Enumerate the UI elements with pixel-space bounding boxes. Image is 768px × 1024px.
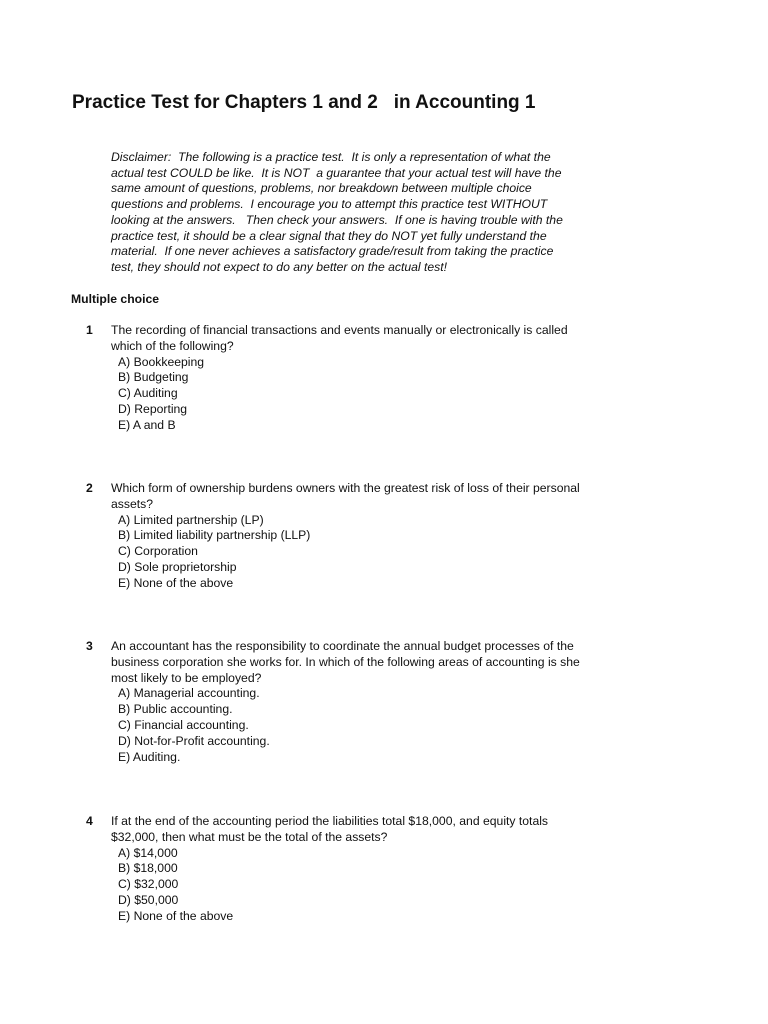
disclaimer <box>111 150 591 276</box>
disclaimer-line: looking at the answers. Then check your answers. If one is having trouble with the <box>111 212 563 227</box>
disclaimer-line: practice test, it should be a clear signal that they do NOT yet fully understand the <box>111 228 547 243</box>
question-number: 1 <box>86 323 93 337</box>
answer-option: B) $18,000 <box>118 861 178 876</box>
answer-option: A) Managerial accounting. <box>118 686 260 701</box>
answer-option: C) $32,000 <box>118 877 179 892</box>
answer-option: D) Not-for-Profit accounting. <box>118 733 270 748</box>
question-text-line: An accountant has the responsibility to coordinate the annual budget processes of the <box>111 639 574 653</box>
question-body <box>111 481 611 592</box>
question-text-line: If at the end of the accounting period the liabilities total $18,000, and equity totals <box>111 814 549 828</box>
disclaimer-line: Disclaimer: The following is a practice test. It is only a representation of what the <box>111 150 551 164</box>
question-text-line: assets? <box>111 496 154 511</box>
answer-option: E) None of the above <box>118 575 234 590</box>
disclaimer-line: same amount of questions, problems, nor breakdown between multiple choice <box>111 181 532 196</box>
answer-option: E) A and B <box>118 417 176 432</box>
disclaimer-line: questions and problems. I encourage you to attempt this practice test WITHOUT <box>111 197 548 212</box>
question-text-line: The recording of financial transactions and events manually or electronically is called <box>111 323 568 337</box>
answer-option: E) None of the above <box>118 908 234 923</box>
disclaimer-line: material. If one never achieves a satisfactory grade/result from taking the practice <box>111 244 554 259</box>
section-heading: Multiple choice <box>71 292 160 306</box>
answer-option: A) Limited partnership (LP) <box>118 512 264 527</box>
question-number: 3 <box>86 639 93 653</box>
question-body <box>111 323 611 434</box>
question-text-line: which of the following? <box>111 338 234 353</box>
answer-option: E) Auditing. <box>118 749 181 764</box>
question-number: 4 <box>86 814 93 828</box>
answer-option: A) Bookkeeping <box>118 354 205 369</box>
question-body <box>111 639 611 765</box>
question-text-line: business corporation she works for. In which of the following areas of accounting is she <box>111 654 580 669</box>
answer-option: C) Financial accounting. <box>118 717 249 732</box>
answer-option: D) Sole proprietorship <box>118 559 237 574</box>
answer-option: D) $50,000 <box>118 892 179 907</box>
answer-option: C) Auditing <box>118 386 178 401</box>
question-text-line: Which form of ownership burdens owners with the greatest risk of loss of their personal <box>111 481 580 495</box>
question-number: 2 <box>86 481 93 495</box>
answer-option: A) $14,000 <box>118 845 178 860</box>
question-text-line: most likely to be employed? <box>111 670 262 685</box>
answer-option: C) Corporation <box>118 544 198 559</box>
page-title: Practice Test for Chapters 1 and 2 in Accounting 1 <box>72 92 536 113</box>
disclaimer-line: test, they should not expect to do any better on the actual test! <box>111 259 448 274</box>
disclaimer-line: actual test COULD be like. It is NOT a guarantee that your actual test will have the <box>111 165 562 180</box>
question-text-line: $32,000, then what must be the total of the assets? <box>111 829 388 844</box>
answer-option: B) Public accounting. <box>118 702 233 717</box>
answer-option: D) Reporting <box>118 401 188 416</box>
answer-option: B) Budgeting <box>118 370 189 385</box>
answer-option: B) Limited liability partnership (LLP) <box>118 528 311 543</box>
question-body <box>111 814 611 925</box>
